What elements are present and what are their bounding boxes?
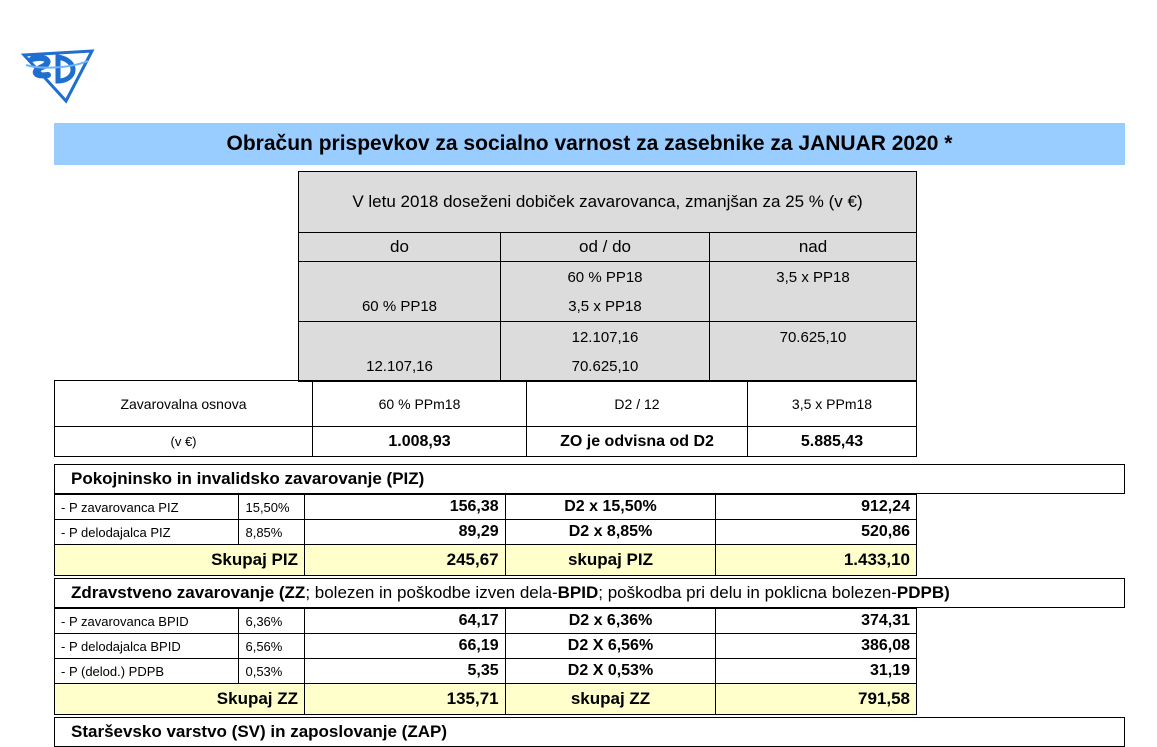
- zo-formula: 3,5 x PPm18: [748, 381, 917, 427]
- table-row: - P delodajalca BPID 6,56% 66,19 D2 X 6,56% 386,08: [55, 634, 917, 659]
- page-title: Obračun prispevkov za socialno varnost za zasebnike za JANUAR 2020 *: [54, 123, 1125, 165]
- income-bracket-table: [298, 171, 917, 382]
- table-row: - P delodajalca PIZ 8,85% 89,29 D2 x 8,85% 520,86: [55, 520, 917, 545]
- zo-label: Zavarovalna osnova: [55, 381, 313, 427]
- piz-total-row: Skupaj PIZ 245,67 skupaj PIZ 1.433,10: [55, 545, 917, 576]
- zo-value: 1.008,93: [313, 427, 527, 457]
- bracket-amount-cell: 70.625,10: [710, 322, 917, 382]
- zz-table: [54, 608, 917, 715]
- zo-formula: 60 % PPm18: [313, 381, 527, 427]
- zo-unit: (v €): [55, 427, 313, 457]
- bracket-amount-cell: 12.107,16: [299, 322, 501, 382]
- table-row: - P zavarovanca PIZ 15,50% 156,38 D2 x 15,50% 912,24: [55, 495, 917, 520]
- bracket-pct-cell: 3,5 x PP18: [710, 262, 917, 322]
- zo-value: 5.885,43: [748, 427, 917, 457]
- bracket-pct-cell: 60 % PP18: [299, 262, 501, 322]
- bracket-pct-cell: 60 % PP18 3,5 x PP18: [501, 262, 710, 322]
- zz-total-row: Skupaj ZZ 135,71 skupaj ZZ 791,58: [55, 684, 917, 715]
- profit-label: V letu 2018 doseženi dobiček zavarovanca, zmanjšan za 25 % (v €): [299, 172, 917, 233]
- insurance-base-table: [54, 380, 917, 457]
- zo-value: ZO je odvisna od D2: [527, 427, 748, 457]
- piz-table: [54, 494, 917, 576]
- table-row: - P (delod.) PDPB 0,53% 5,35 D2 X 0,53% 31,19: [55, 659, 917, 684]
- section-piz-title: Pokojninsko in invalidsko zavarovanje (PIZ): [54, 464, 1125, 494]
- section-zz-title: Zdravstveno zavarovanje (ZZ ; bolezen in poškodbe izven dela- BPID ; poškodba pri delu in poklicna bolezen- PDPB): [54, 578, 1125, 608]
- section-sv-title: Starševsko varstvo (SV) in zaposlovanje (ZAP): [54, 717, 1125, 747]
- table-row: - P zavarovanca BPID 6,36% 64,17 D2 x 6,36% 374,31: [55, 609, 917, 634]
- zo-formula: D2 / 12: [527, 381, 748, 427]
- col-header-od-do: od / do: [501, 233, 710, 262]
- bracket-amount-cell: 12.107,16 70.625,10: [501, 322, 710, 382]
- sd-logo: [18, 45, 98, 105]
- col-header-nad: nad: [710, 233, 917, 262]
- col-header-do: do: [299, 233, 501, 262]
